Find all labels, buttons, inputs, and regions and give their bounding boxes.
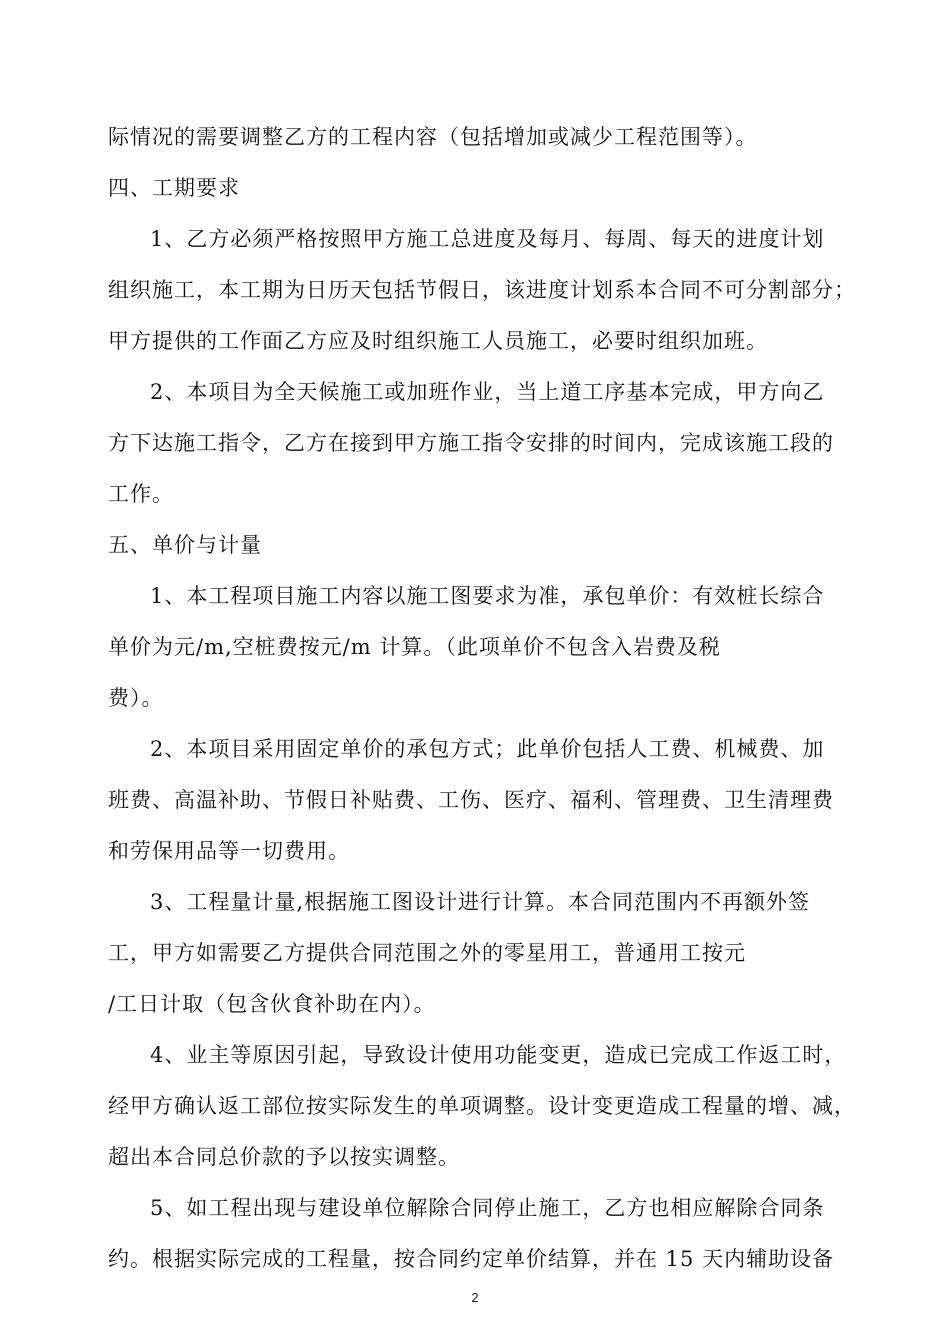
paragraph-line: 1、乙方必须严格按照甲方施工总进度及每月、每周、每天的进度计划 <box>150 227 825 251</box>
section-heading: 五、单价与计量 <box>108 533 262 557</box>
paragraph-line: 工作。 <box>108 482 174 506</box>
paragraph-line: 经甲方确认返工部位按实际发生的单项调整。设计变更造成工程量的增、减， <box>108 1094 856 1118</box>
paragraph-line: 班费、高温补助、节假日补贴费、工伤、医疗、福利、管理费、卫生清理费 <box>108 788 834 812</box>
paragraph-line: 约。根据实际完成的工程量，按合同约定单价结算，并在 15 天内辅助设备 <box>108 1247 835 1271</box>
paragraph-line: 组织施工，本工期为日历天包括节假日，该进度计划系本合同不可分割部分； <box>108 278 856 302</box>
paragraph-line: 超出本合同总价款的予以按实调整。 <box>108 1145 460 1169</box>
paragraph-line: /工日计取（包含伙食补助在内）。 <box>108 992 436 1016</box>
paragraph-line: 单价为元/m,空桩费按元/m 计算。（此项单价不包含入岩费及税 <box>108 635 721 659</box>
paragraph-line: 费）。 <box>108 686 164 710</box>
paragraph-line: 方下达施工指令，乙方在接到甲方施工指令安排的时间内，完成该施工段的 <box>108 431 834 455</box>
paragraph-line: 2、本项目为全天候施工或加班作业，当上道工序基本完成，甲方向乙 <box>150 380 825 404</box>
paragraph-line: 5、如工程出现与建设单位解除合同停止施工，乙方也相应解除合同条 <box>150 1196 825 1220</box>
paragraph-line: 工，甲方如需要乙方提供合同范围之外的零星用工，普通用工按元 <box>108 941 746 965</box>
section-heading: 四、工期要求 <box>108 176 240 200</box>
paragraph-line: 3、工程量计量,根据施工图设计进行计算。本合同范围内不再额外签 <box>150 890 811 914</box>
paragraph-line: 4、业主等原因引起，导致设计使用功能变更，造成已完成工作返工时， <box>150 1043 847 1067</box>
paragraph-line: 1、本工程项目施工内容以施工图要求为准，承包单价：有效桩长综合 <box>150 584 825 608</box>
paragraph-line: 和劳保用品等一切费用。 <box>108 839 350 863</box>
page-number: 2 <box>471 1290 479 1305</box>
paragraph-line: 2、本项目采用固定单价的承包方式；此单价包括人工费、机械费、加 <box>150 737 825 761</box>
paragraph-line: 甲方提供的工作面乙方应及时组织施工人员施工，必要时组织加班。 <box>108 329 768 353</box>
paragraph-line: 际情况的需要调整乙方的工程内容（包括增加或减少工程范围等）。 <box>108 125 758 149</box>
